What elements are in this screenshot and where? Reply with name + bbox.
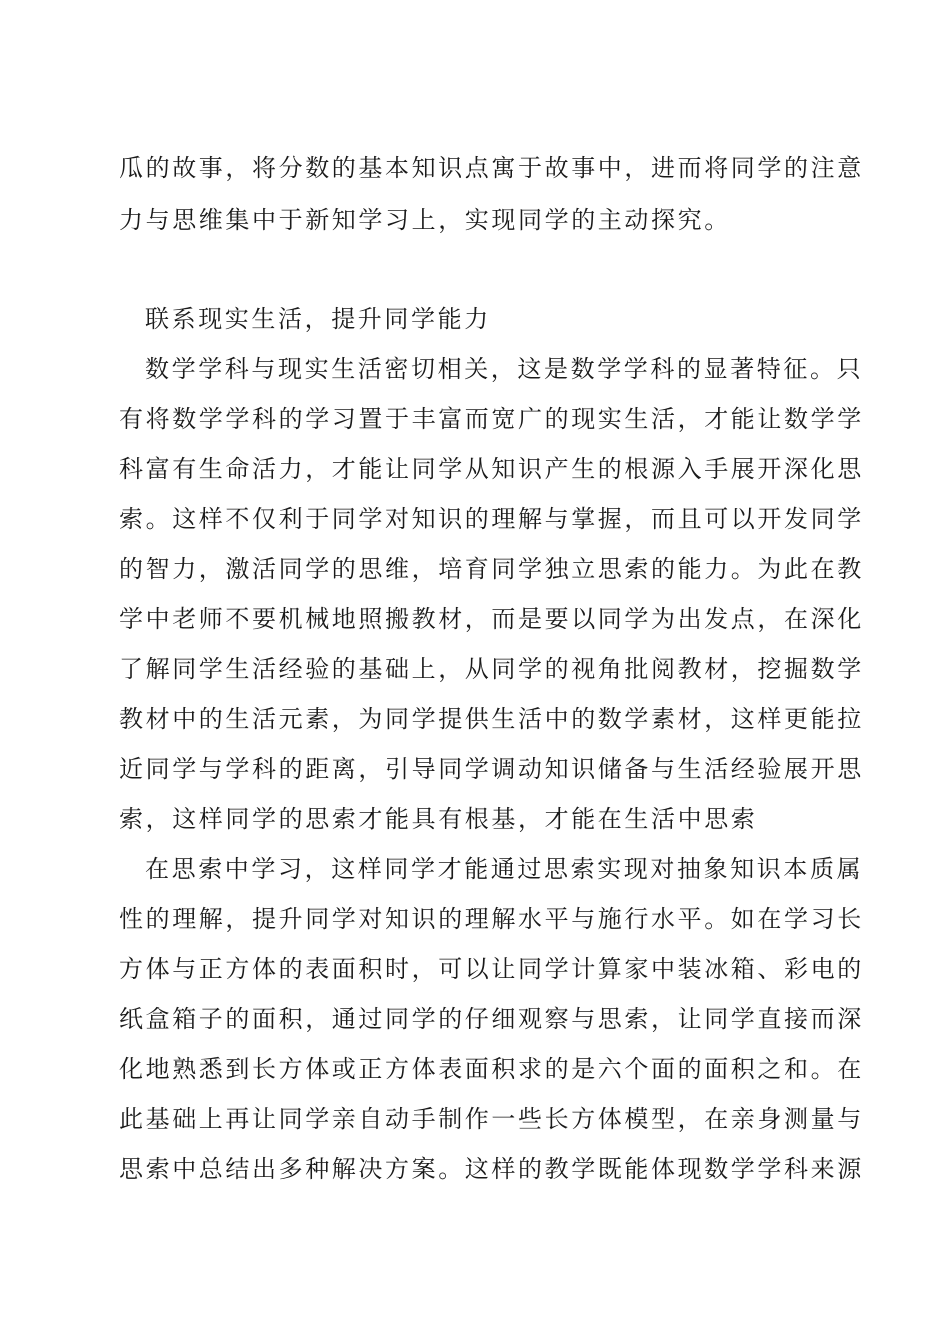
paragraph-line: 索，这样同学的思索才能具有根基，才能在生活中思索 (119, 805, 758, 833)
paragraph-line: 科富有生命活力，才能让同学从知识产生的根源入手展开深化思 (119, 455, 864, 483)
section-heading: 联系现实生活，提升同学能力 (145, 305, 491, 333)
paragraph-line: 纸盒箱子的面积，通过同学的仔细观察与思索，让同学直接而深 (119, 1005, 864, 1033)
paragraph-line: 数学学科与现实生活密切相关，这是数学学科的显著特征。只 (145, 355, 864, 383)
paragraph-line: 瓜的故事，将分数的基本知识点寓于故事中，进而将同学的注意 (119, 154, 864, 182)
paragraph-line: 近同学与学科的距离，引导同学调动知识储备与生活经验展开思 (119, 755, 864, 783)
paragraph-line: 有将数学学科的学习置于丰富而宽广的现实生活，才能让数学学 (119, 405, 864, 433)
paragraph-line: 索。这样不仅利于同学对知识的理解与掌握，而且可以开发同学 (119, 505, 864, 533)
paragraph-line: 性的理解，提升同学对知识的理解水平与施行水平。如在学习长 (119, 905, 864, 933)
paragraph-line: 学中老师不要机械地照搬教材，而是要以同学为出发点，在深化 (119, 605, 864, 633)
paragraph-line: 的智力，激活同学的思维，培育同学独立思索的能力。为此在教 (119, 555, 864, 583)
paragraph-line: 教材中的生活元素，为同学提供生活中的数学素材，这样更能拉 (119, 705, 864, 733)
paragraph-line: 思索中总结出多种解决方案。这样的教学既能体现数学学科来源 (119, 1155, 864, 1183)
paragraph-line: 在思索中学习，这样同学才能通过思索实现对抽象知识本质属 (145, 855, 864, 883)
paragraph-line: 方体与正方体的表面积时，可以让同学计算家中装冰箱、彩电的 (119, 955, 864, 983)
paragraph-line: 力与思维集中于新知学习上，实现同学的主动探究。 (119, 206, 731, 234)
paragraph-line: 了解同学生活经验的基础上，从同学的视角批阅教材，挖掘数学 (119, 655, 864, 683)
paragraph-line: 此基础上再让同学亲自动手制作一些长方体模型，在亲身测量与 (119, 1105, 864, 1133)
paragraph-line: 化地熟悉到长方体或正方体表面积求的是六个面的面积之和。在 (119, 1055, 864, 1083)
